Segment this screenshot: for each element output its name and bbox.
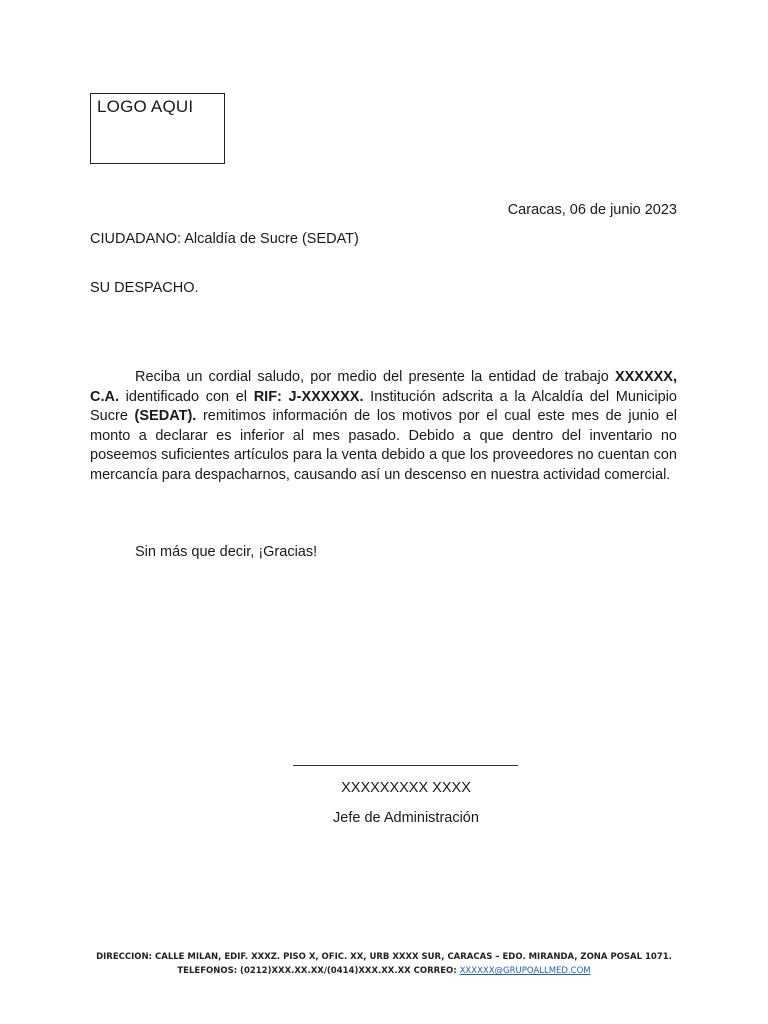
footer-address: DIRECCION: CALLE MILAN, EDIF. XXXZ. PISO X, OFIC. XX, URB XXXX SUR, CARACAS – EDO. MIRANDA, ZONA POSAL 1071. — [96, 952, 672, 962]
logo-text: LOGO AQUI — [97, 97, 194, 116]
despacho-line: SU DESPACHO. — [90, 280, 199, 296]
body-text-3: Institución adscrita a la Alcaldía del Municipio Sucre — [90, 388, 677, 424]
body-text-4: remitimos información de los motivos por el cual este mes de junio el monto a declarar es inferior al mes pasado. Debido a que dentro del inventario no poseemos suficientes artículos para la venta debido a que los proveedores no cuentan con mercancía para despacharnos, causando así un descenso en nuestra actividad comercial. — [90, 408, 677, 483]
letter-body — [90, 368, 677, 485]
footer-email-link[interactable]: XXXXXX@GRUPOALLMED.COM — [459, 966, 591, 976]
body-text-2: identificado con el — [119, 388, 254, 405]
recipient-line: CIUDADANO: Alcaldía de Sucre (SEDAT) — [90, 231, 359, 247]
letter-date: Caracas, 06 de junio 2023 — [507, 202, 677, 218]
sedat-label: (SEDAT). — [134, 408, 197, 424]
signature-line — [293, 765, 518, 766]
logo-placeholder — [90, 93, 225, 164]
letter-footer — [0, 950, 768, 978]
body-text-1: Reciba un cordial saludo, por medio del presente la entidad de trabajo — [135, 369, 615, 385]
closing-line: Sin más que decir, ¡Gracias! — [135, 544, 318, 560]
rif-number: RIF: J-XXXXXX. — [253, 388, 364, 405]
signer-title: Jefe de Administración — [333, 810, 479, 826]
company-name: XXXXXX, C.A. — [90, 369, 677, 405]
footer-contact — [0, 964, 768, 978]
footer-phones: TELEFONOS: (0212)XXX.XX.XX/(0414)XXX.XX.XX CORREO: — [177, 966, 460, 976]
signer-name: XXXXXXXXX XXXX — [341, 780, 471, 796]
